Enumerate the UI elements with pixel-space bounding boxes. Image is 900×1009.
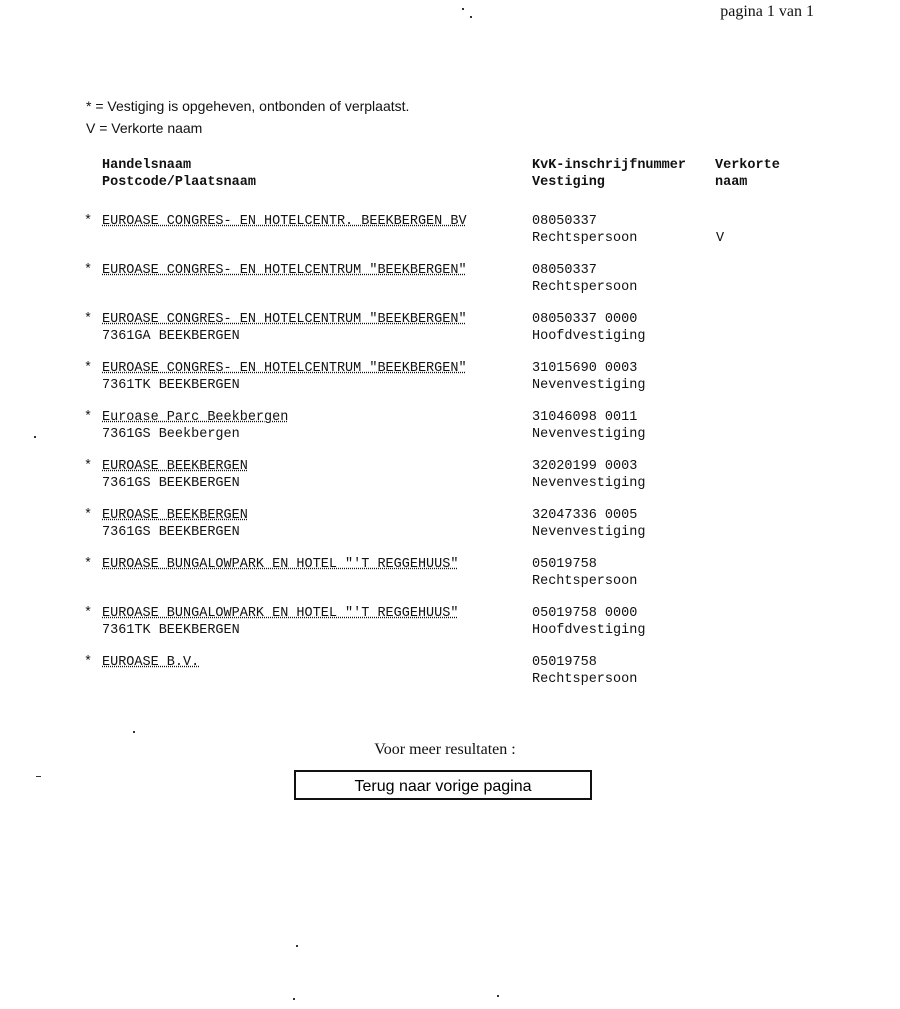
closed-marker: * bbox=[84, 361, 93, 376]
short-name-flag: V bbox=[716, 231, 725, 246]
kvk-number: 08050337 bbox=[532, 214, 597, 229]
closed-marker: * bbox=[84, 557, 93, 572]
establishment-type: Nevenvestiging bbox=[532, 476, 646, 491]
trade-name-link[interactable]: EUROASE CONGRES- EN HOTELCENTR. BEEKBERGEN BV bbox=[102, 214, 467, 229]
closed-marker: * bbox=[84, 263, 93, 278]
result-row bbox=[84, 311, 844, 360]
scan-speck bbox=[36, 776, 41, 777]
result-row bbox=[84, 654, 844, 703]
kvk-number: 05019758 bbox=[532, 557, 597, 572]
kvk-number: 32020199 0003 bbox=[532, 459, 638, 474]
results-list bbox=[84, 213, 844, 703]
establishment-type: Rechtspersoon bbox=[532, 280, 638, 295]
closed-marker: * bbox=[84, 214, 93, 229]
establishment-type: Rechtspersoon bbox=[532, 231, 638, 246]
trade-name-link[interactable]: EUROASE BEEKBERGEN bbox=[102, 508, 248, 523]
result-row bbox=[84, 605, 844, 654]
kvk-number: 31015690 0003 bbox=[532, 361, 638, 376]
establishment-type: Nevenvestiging bbox=[532, 427, 646, 442]
scan-speck bbox=[497, 995, 499, 997]
scan-speck bbox=[470, 16, 472, 18]
result-row bbox=[84, 360, 844, 409]
more-results-label: Voor meer resultaten : bbox=[374, 741, 516, 758]
result-row bbox=[84, 556, 844, 605]
trade-name-link[interactable]: EUROASE CONGRES- EN HOTELCENTRUM "BEEKBERGEN" bbox=[102, 312, 467, 327]
trade-name-link[interactable]: EUROASE BUNGALOWPARK EN HOTEL "'T REGGEHUUS" bbox=[102, 557, 459, 572]
scan-speck bbox=[133, 731, 135, 733]
postcode-place: 7361GS BEEKBERGEN bbox=[102, 525, 240, 540]
result-row bbox=[84, 262, 844, 311]
trade-name-link[interactable]: EUROASE B.V. bbox=[102, 655, 200, 670]
closed-marker: * bbox=[84, 312, 93, 327]
result-row bbox=[84, 458, 844, 507]
establishment-type: Nevenvestiging bbox=[532, 378, 646, 393]
establishment-type: Hoofdvestiging bbox=[532, 623, 646, 638]
trade-name-link[interactable]: EUROASE CONGRES- EN HOTELCENTRUM "BEEKBERGEN" bbox=[102, 263, 467, 278]
kvk-number: 32047336 0005 bbox=[532, 508, 638, 523]
closed-marker: * bbox=[84, 459, 93, 474]
header-short-name: Verkorte naam bbox=[715, 158, 780, 190]
establishment-type: Rechtspersoon bbox=[532, 574, 638, 589]
result-row bbox=[84, 507, 844, 556]
result-row bbox=[84, 409, 844, 458]
establishment-type: Hoofdvestiging bbox=[532, 329, 646, 344]
trade-name-link[interactable]: EUROASE CONGRES- EN HOTELCENTRUM "BEEKBERGEN" bbox=[102, 361, 467, 376]
back-button[interactable]: Terug naar vorige pagina bbox=[294, 770, 592, 800]
postcode-place: 7361TK BEEKBERGEN bbox=[102, 623, 240, 638]
trade-name-link[interactable]: EUROASE BEEKBERGEN bbox=[102, 459, 248, 474]
kvk-number: 05019758 0000 bbox=[532, 606, 638, 621]
closed-marker: * bbox=[84, 655, 93, 670]
closed-marker: * bbox=[84, 606, 93, 621]
result-row bbox=[84, 213, 844, 262]
legend-closed: * = Vestiging is opgeheven, ontbonden of verplaatst. bbox=[86, 98, 410, 114]
establishment-type: Rechtspersoon bbox=[532, 672, 638, 687]
closed-marker: * bbox=[84, 410, 93, 425]
closed-marker: * bbox=[84, 508, 93, 523]
kvk-number: 08050337 bbox=[532, 263, 597, 278]
page-number: pagina 1 van 1 bbox=[720, 3, 814, 20]
postcode-place: 7361GS Beekbergen bbox=[102, 427, 240, 442]
kvk-number: 05019758 bbox=[532, 655, 597, 670]
postcode-place: 7361GS BEEKBERGEN bbox=[102, 476, 240, 491]
legend-short-name: V = Verkorte naam bbox=[86, 120, 203, 136]
scan-speck bbox=[462, 8, 464, 10]
postcode-place: 7361GA BEEKBERGEN bbox=[102, 329, 240, 344]
establishment-type: Nevenvestiging bbox=[532, 525, 646, 540]
scan-speck bbox=[296, 945, 298, 947]
postcode-place: 7361TK BEEKBERGEN bbox=[102, 378, 240, 393]
legend bbox=[86, 95, 409, 139]
header-trade-name: Handelsnaam Postcode/Plaatsnaam bbox=[102, 158, 256, 190]
kvk-number: 31046098 0011 bbox=[532, 410, 638, 425]
scan-speck bbox=[293, 998, 295, 1000]
header-kvk-number: KvK-inschrijfnummer Vestiging bbox=[532, 158, 686, 190]
kvk-number: 08050337 0000 bbox=[532, 312, 638, 327]
trade-name-link[interactable]: Euroase Parc Beekbergen bbox=[102, 410, 289, 425]
scan-speck bbox=[34, 436, 36, 438]
trade-name-link[interactable]: EUROASE BUNGALOWPARK EN HOTEL "'T REGGEHUUS" bbox=[102, 606, 459, 621]
